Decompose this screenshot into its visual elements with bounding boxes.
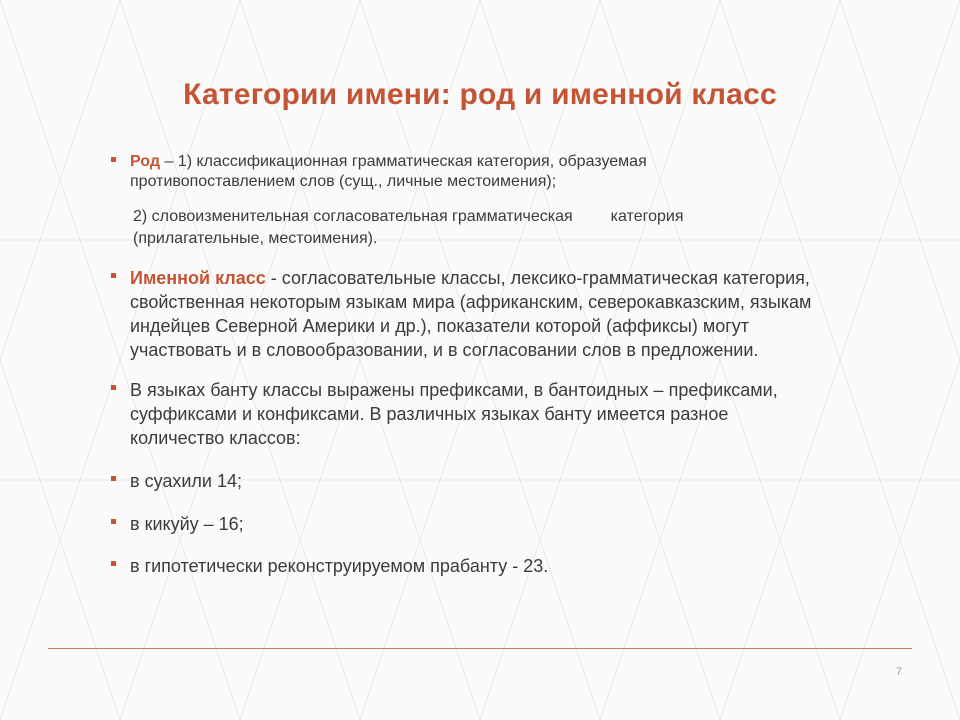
term-noun-class: Именной класс [130, 268, 266, 288]
footer-divider [48, 648, 912, 649]
bantu-line1: В языках банту классы выражены префиксами, в бантоидных – префиксами, [130, 380, 778, 400]
bantu-line2: суффиксами и конфиксами. В различных языках банту имеется разное [130, 404, 729, 424]
count-swahili: в суахили 14; [130, 471, 243, 491]
bantu-line3: количество классов: [130, 428, 301, 448]
bullet-square-icon [111, 519, 116, 524]
noun-class-line2: свойственная некоторым языкам мира (африканским, северокавказским, языкам [130, 292, 812, 312]
bullet-square-icon [111, 157, 116, 162]
noun-class-line1 [130, 266, 810, 290]
noun-class-line3: индейцев Северной Америки и др.), показатели которой (аффиксы) могут [130, 316, 750, 336]
count-protobantu: в гипотетически реконструируемом прабанту - 23. [130, 556, 549, 576]
bullet-square-icon [111, 476, 116, 481]
rod-sub-line1 [133, 205, 683, 228]
rod-definition-1: 1) классификационная грамматическая категория, образуемая [177, 153, 647, 170]
bullet-square-icon [111, 385, 116, 390]
count-kikuyu: в кикуйу – 16; [130, 514, 244, 534]
slide-title: Категории имени: род и именной класс [183, 78, 777, 111]
page-number: 7 [895, 666, 902, 678]
noun-class-line4: участвовать и в словообразовании, и в согласовании слов в предложении. [130, 340, 759, 360]
noun-class-line1-rest: - согласовательные классы, лексико-грамматическая категория, [265, 268, 810, 288]
bullet-square-icon [111, 561, 116, 566]
rod-sub-line1a: 2) словоизменительная согласовательная грамматическая [133, 208, 573, 225]
rod-sub-line1b: категория [610, 208, 684, 225]
term-rod: Род [130, 153, 160, 170]
term-rod-dash: – [160, 153, 178, 170]
bullet-rod-line2: противопоставлением слов (сущ., личные местоимения); [130, 173, 557, 190]
bullet-square-icon [111, 273, 116, 278]
rod-sub-line2: (прилагательные, местоимения). [133, 230, 378, 247]
